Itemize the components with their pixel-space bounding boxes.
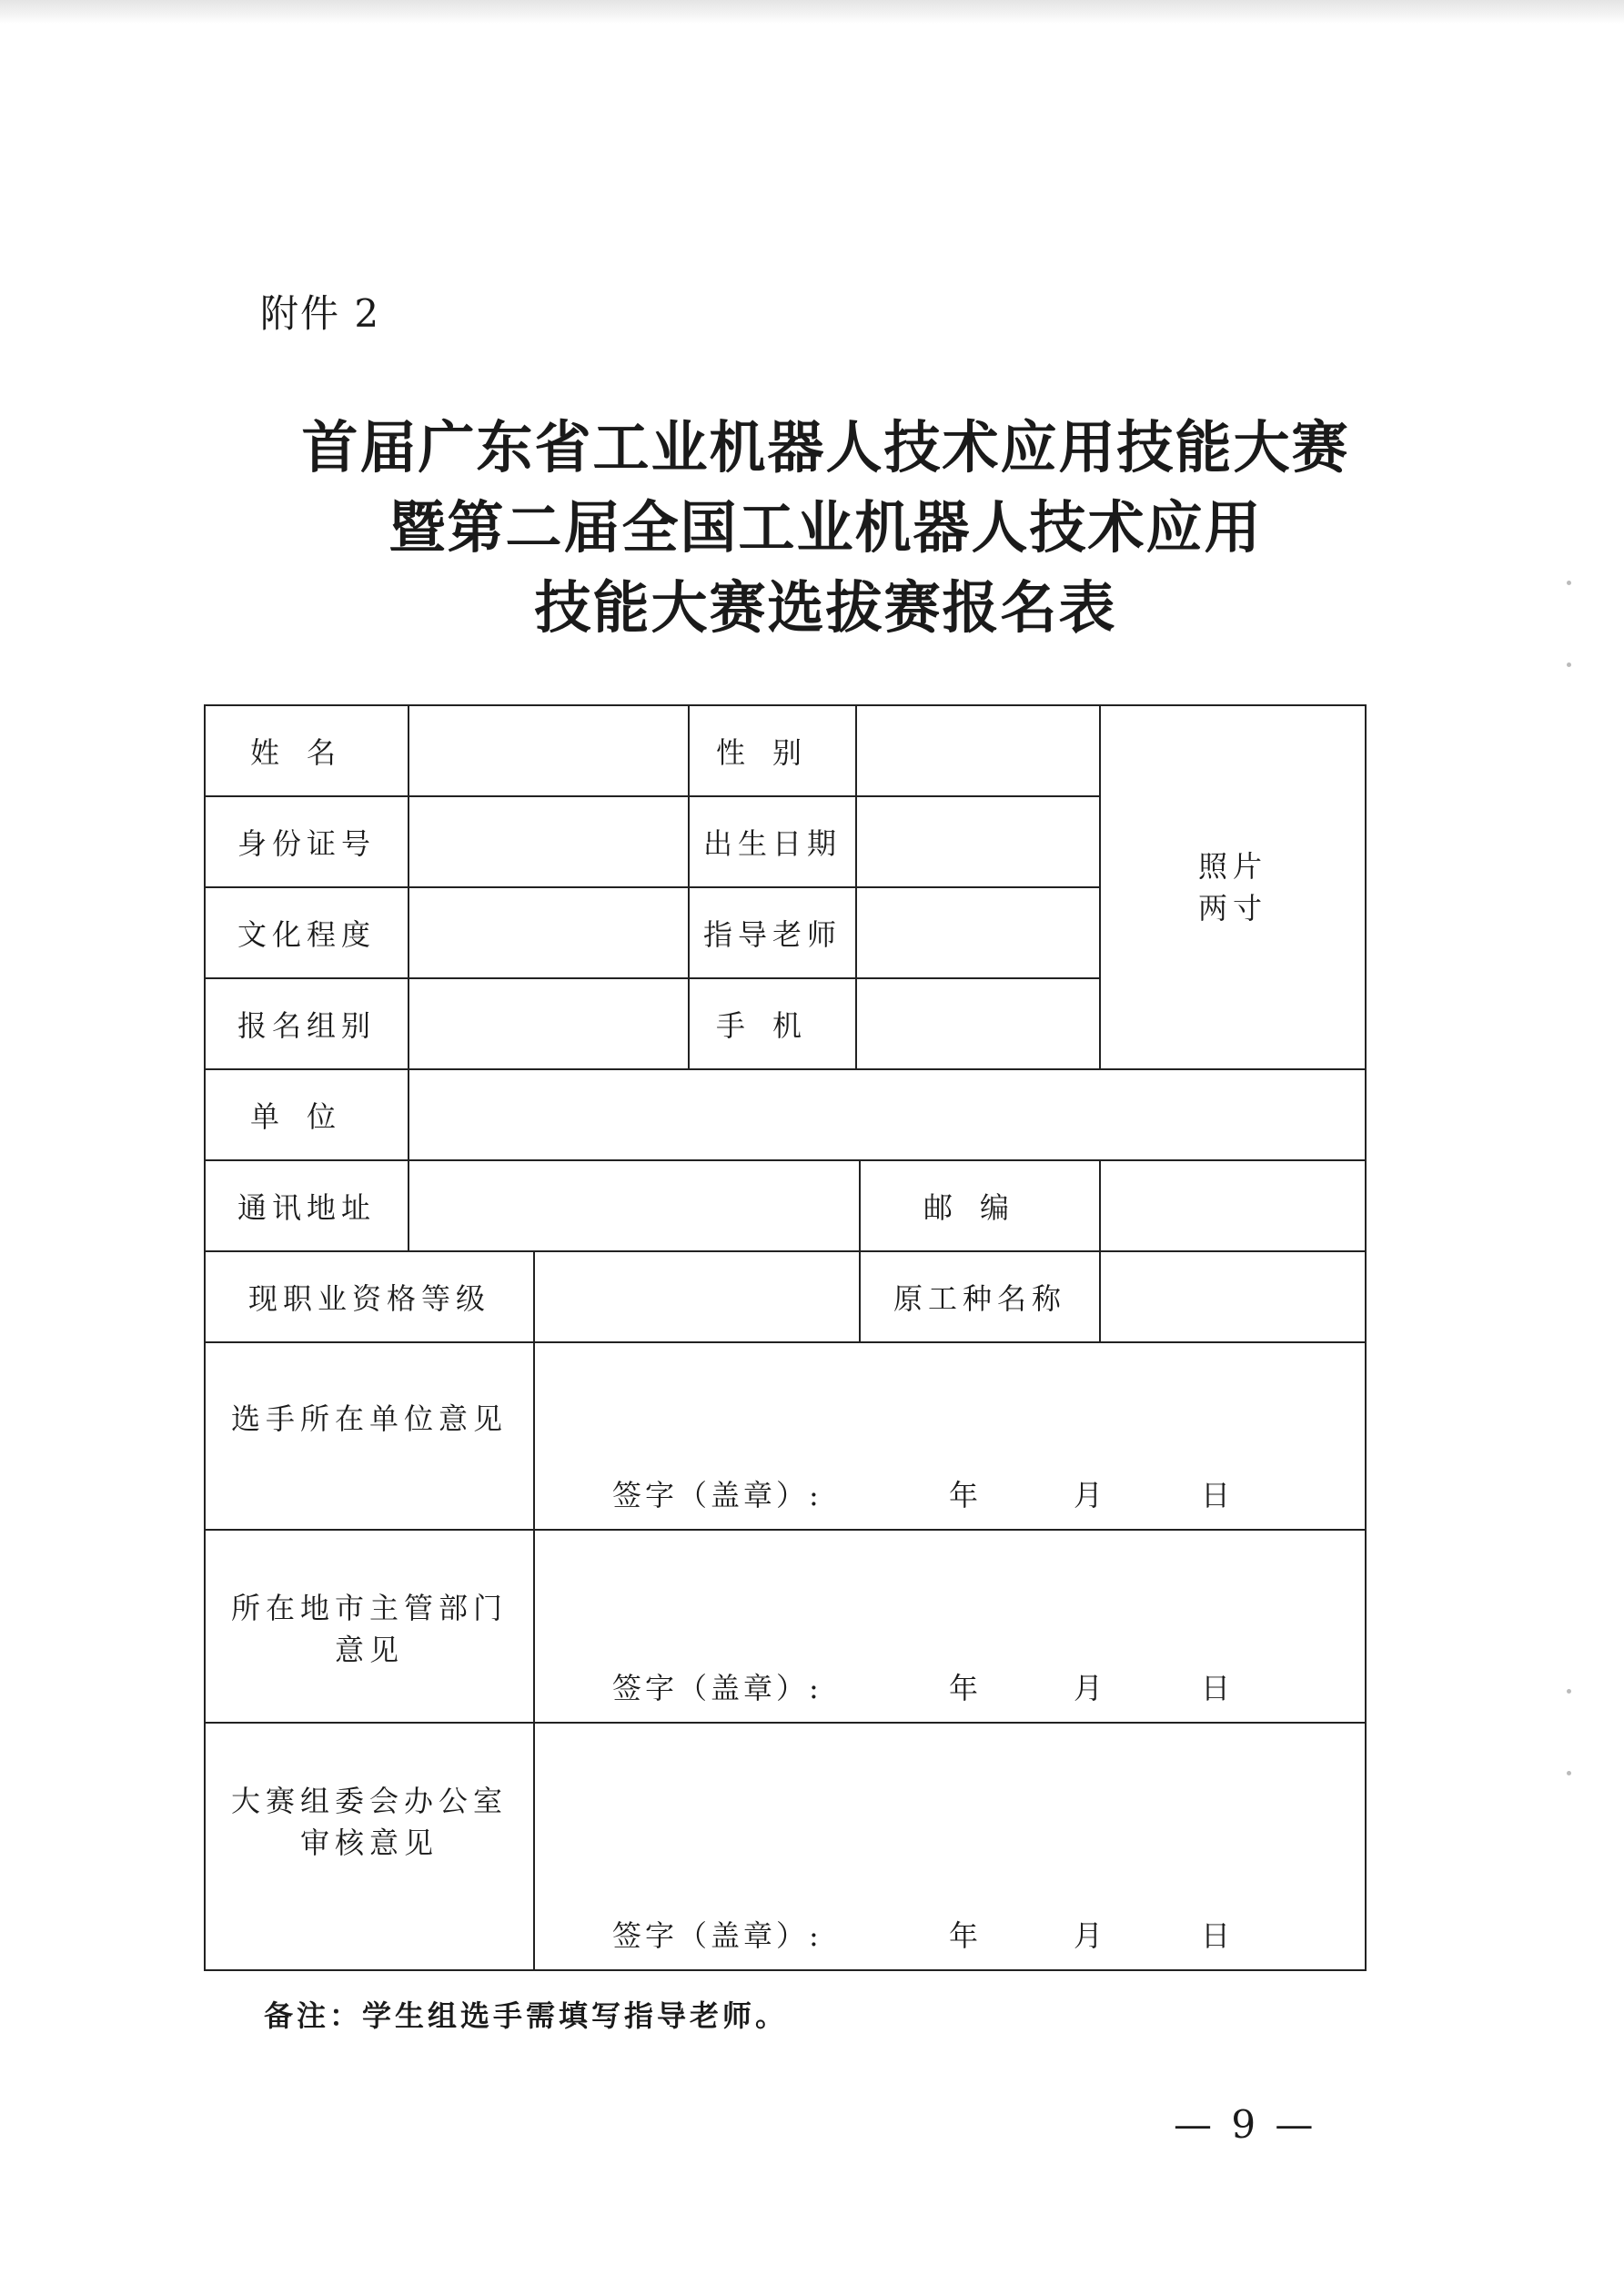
group-field[interactable] xyxy=(409,978,689,1069)
postcode-field[interactable] xyxy=(1100,1160,1366,1251)
day-label: 日 xyxy=(1201,1671,1236,1705)
photo-label-line-1: 照片 xyxy=(1197,849,1267,884)
former-trade-field[interactable] xyxy=(1100,1251,1366,1342)
name-field[interactable] xyxy=(409,705,689,796)
city-opinion-line-1: 所在地市主管部门 xyxy=(230,1591,508,1625)
name-label: 姓名 xyxy=(205,705,409,796)
committee-opinion-line-1: 大赛组委会办公室 xyxy=(230,1784,508,1818)
unit-opinion-text: 选手所在单位意见 xyxy=(230,1401,508,1436)
id-number-label: 身份证号 xyxy=(205,796,409,887)
day-label: 日 xyxy=(1201,1478,1236,1512)
year-label: 年 xyxy=(949,1671,984,1705)
year-label: 年 xyxy=(949,1918,984,1953)
postcode-label: 邮编 xyxy=(860,1160,1100,1251)
committee-opinion-field[interactable] xyxy=(534,1723,1366,1970)
address-field[interactable] xyxy=(409,1160,860,1251)
teacher-field[interactable] xyxy=(856,887,1100,978)
gender-label: 性别 xyxy=(689,705,856,796)
page-number: — 9 — xyxy=(1174,2102,1317,2147)
day-label: 日 xyxy=(1201,1918,1236,1953)
phone-label: 手机 xyxy=(689,978,856,1069)
document-title xyxy=(0,408,1624,648)
id-number-field[interactable] xyxy=(409,796,689,887)
month-label: 月 xyxy=(1074,1918,1109,1953)
signature-label: 签字（盖章）: xyxy=(612,1478,822,1512)
photo-label-line-2: 两寸 xyxy=(1197,891,1267,925)
education-label: 文化程度 xyxy=(205,887,409,978)
phone-field[interactable] xyxy=(856,978,1100,1069)
title-line-2: 暨第二届全国工业机器人技术应用 xyxy=(388,494,1263,561)
scan-top-edge xyxy=(0,0,1624,24)
birth-date-label: 出生日期 xyxy=(689,796,856,887)
month-label: 月 xyxy=(1074,1478,1109,1512)
photo-box[interactable] xyxy=(1100,705,1366,1069)
committee-opinion-label xyxy=(205,1723,534,1970)
year-label: 年 xyxy=(949,1478,984,1512)
scan-speck xyxy=(1567,663,1571,667)
signature-label: 签字（盖章）: xyxy=(612,1918,822,1953)
birth-date-field[interactable] xyxy=(856,796,1100,887)
unit-label: 单位 xyxy=(205,1069,409,1160)
city-opinion-field[interactable] xyxy=(534,1530,1366,1723)
city-opinion-label xyxy=(205,1530,534,1723)
scan-speck xyxy=(1567,1689,1571,1694)
attachment-label: 附件 2 xyxy=(260,291,381,336)
teacher-label: 指导老师 xyxy=(689,887,856,978)
title-line-1: 首届广东省工业机器人技术应用技能大赛 xyxy=(301,414,1350,480)
gender-field[interactable] xyxy=(856,705,1100,796)
qualification-label: 现职业资格等级 xyxy=(205,1251,534,1342)
city-opinion-line-2: 意见 xyxy=(334,1633,404,1667)
address-label: 通讯地址 xyxy=(205,1160,409,1251)
registration-form xyxy=(204,704,1367,1971)
qualification-field[interactable] xyxy=(534,1251,860,1342)
unit-opinion-label xyxy=(205,1342,534,1530)
former-trade-label: 原工种名称 xyxy=(860,1251,1100,1342)
unit-opinion-field[interactable] xyxy=(534,1342,1366,1530)
scan-speck xyxy=(1567,1771,1571,1775)
committee-opinion-line-2: 审核意见 xyxy=(299,1826,439,1860)
footnote: 备注：学生组选手需填写指导老师。 xyxy=(264,1998,789,2033)
title-line-3: 技能大赛选拔赛报名表 xyxy=(534,574,1117,641)
signature-label: 签字（盖章）: xyxy=(612,1671,822,1705)
group-label: 报名组别 xyxy=(205,978,409,1069)
month-label: 月 xyxy=(1074,1671,1109,1705)
education-field[interactable] xyxy=(409,887,689,978)
unit-field[interactable] xyxy=(409,1069,1366,1160)
